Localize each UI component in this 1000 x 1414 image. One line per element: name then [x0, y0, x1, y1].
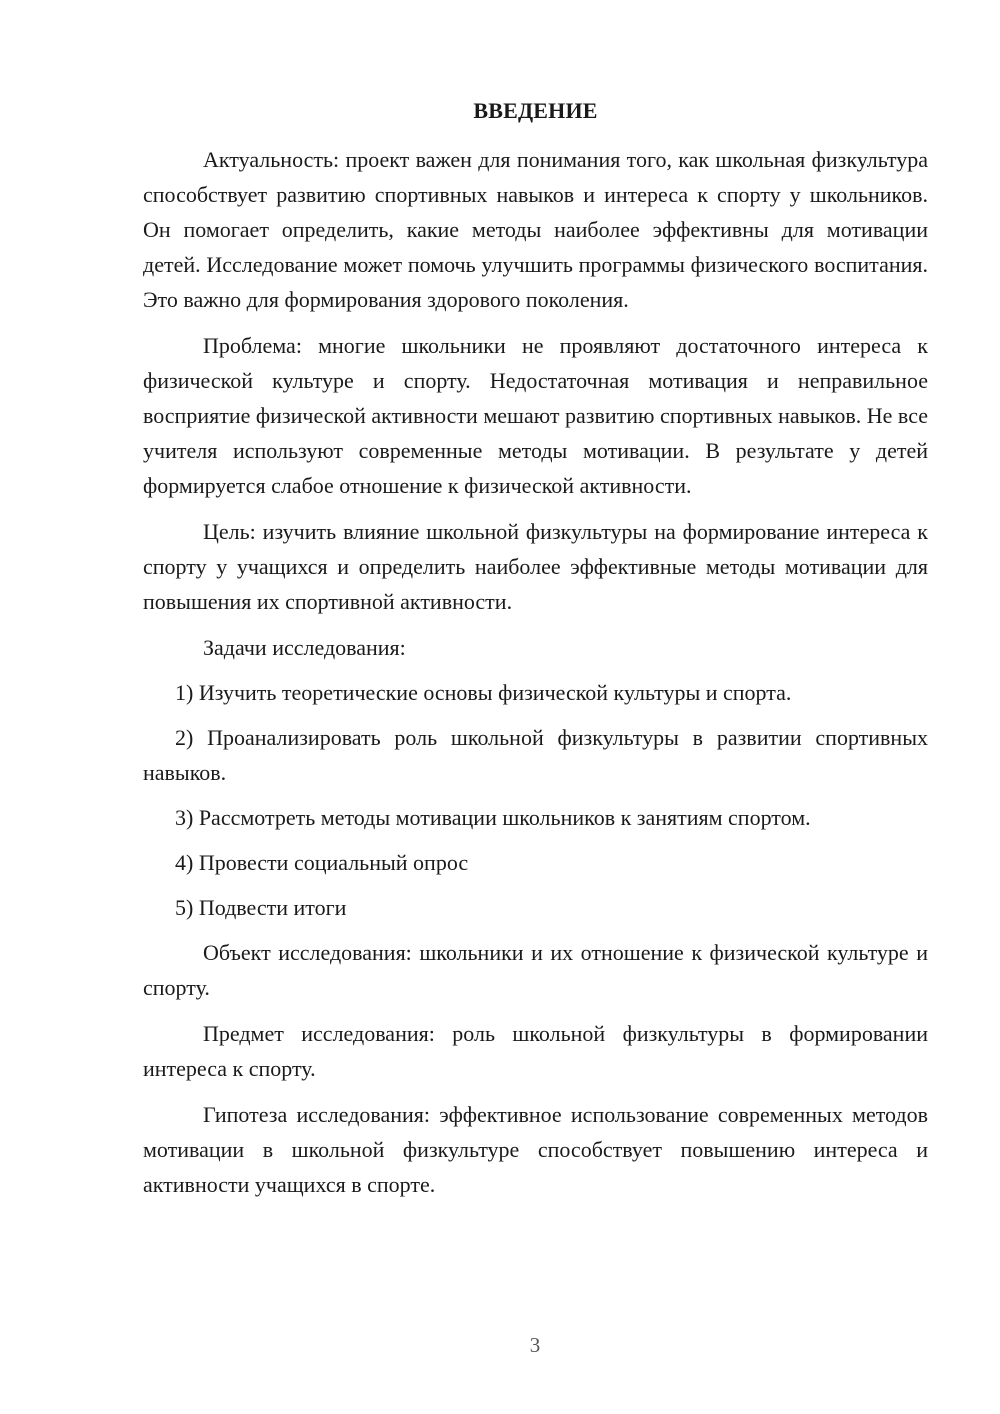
- object-paragraph: Объект исследования: школьники и их отношение к физической культуре и спорту.: [143, 940, 928, 1000]
- list-item: 2) Проанализировать роль школьной физкультуры в развитии спортивных навыков.: [143, 725, 928, 785]
- relevance-paragraph: Актуальность: проект важен для понимания того, как школьная физкультура способствует развитию спортивных навыков и интереса к спорту у школьников. Он помогает определить, какие методы наиболее эффективны для мотивации детей. Исследование может помочь улучшить программы физического воспитания. Это важно для формирования здорового поколения.: [143, 147, 928, 312]
- problem-paragraph: Проблема: многие школьники не проявляют достаточного интереса к физической культуре и спорту. Недостаточная мотивация и неправильное восприятие физической активности мешают развитию спортивных навыков. Не все учителя используют современные методы мотивации. В результате у детей формируется слабое отношение к физической активности.: [143, 333, 928, 498]
- list-item: 5) Подвести итоги: [175, 895, 347, 920]
- list-item: 3) Рассмотреть методы мотивации школьников к занятиям спортом.: [175, 805, 811, 830]
- tasks-list: [143, 675, 928, 925]
- list-item: 4) Провести социальный опрос: [175, 850, 469, 875]
- hypothesis-paragraph: Гипотеза исследования: эффективное использование современных методов мотивации в школьной физкультуре способствует повышению интереса и активности учащихся в спорте.: [143, 1102, 928, 1197]
- subject-paragraph: Предмет исследования: роль школьной физкультуры в формировании интереса к спорту.: [143, 1021, 928, 1081]
- tasks-heading: Задачи исследования:: [203, 635, 406, 660]
- document-page: [143, 94, 928, 1213]
- page-number: 3: [529, 1333, 541, 1357]
- page-title: ВВЕДЕНИЕ: [473, 98, 598, 123]
- list-item: 1) Изучить теоретические основы физической культуры и спорта.: [175, 680, 792, 705]
- goal-paragraph: Цель: изучить влияние школьной физкультуры на формирование интереса к спорту у учащихся и определить наиболее эффективные методы мотивации для повышения их спортивной активности.: [143, 519, 928, 614]
